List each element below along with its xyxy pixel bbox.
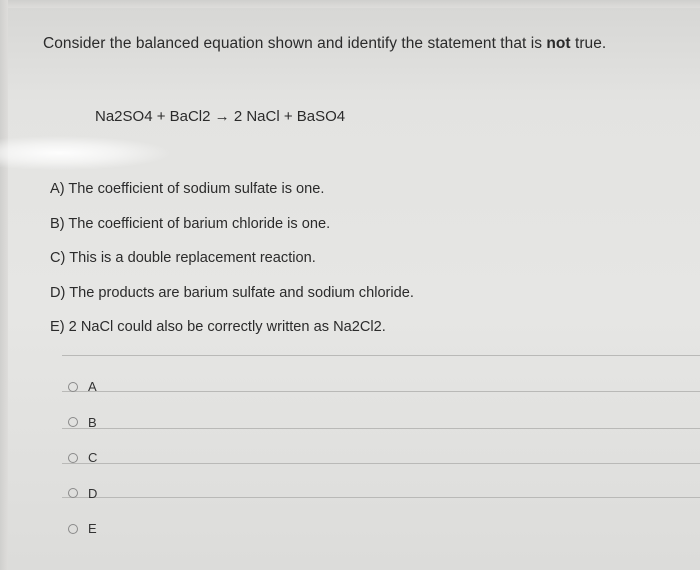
option-label: E [88, 521, 97, 537]
option-a[interactable] [68, 369, 97, 405]
option-label: A [88, 379, 97, 395]
question-prefix: Consider the balanced equation shown and identify the statement that is [43, 35, 547, 52]
screen-left-edge [0, 0, 8, 570]
statement-c: C) This is a double replacement reaction. [50, 250, 316, 266]
option-b[interactable] [68, 405, 97, 441]
radio-circle-icon[interactable] [68, 524, 78, 534]
radio-circle-icon[interactable] [68, 382, 78, 392]
option-label: C [88, 450, 98, 466]
answer-options [68, 369, 97, 547]
question-suffix: true. [570, 35, 607, 52]
screen-glare [0, 136, 170, 170]
option-divider [62, 391, 700, 392]
statement-d: D) The products are barium sulfate and sodium chloride. [50, 284, 414, 301]
statement-e: E) 2 NaCl could also be correctly written as Na2Cl2. [50, 319, 386, 335]
screen-top-edge [0, 0, 700, 8]
radio-circle-icon[interactable] [68, 417, 78, 427]
option-label: B [88, 414, 97, 430]
option-d[interactable] [68, 476, 97, 512]
chemical-equation: Na2SO4 + BaCl2 → 2 NaCl + BaSO4 [95, 108, 346, 125]
radio-circle-icon[interactable] [68, 488, 78, 498]
radio-circle-icon[interactable] [68, 453, 78, 463]
statement-list [50, 180, 414, 353]
option-divider [62, 463, 700, 464]
option-label: D [88, 485, 98, 501]
statement-b: B) The coefficient of barium chloride is one. [50, 215, 331, 232]
statement-a: A) The coefficient of sodium sulfate is one. [50, 181, 325, 197]
option-divider [62, 497, 700, 498]
options-divider-top [62, 355, 700, 356]
option-divider [62, 428, 700, 429]
option-c[interactable] [68, 440, 97, 476]
option-e[interactable] [68, 511, 97, 547]
question-text [43, 35, 606, 53]
question-emphasis: not [546, 35, 571, 52]
